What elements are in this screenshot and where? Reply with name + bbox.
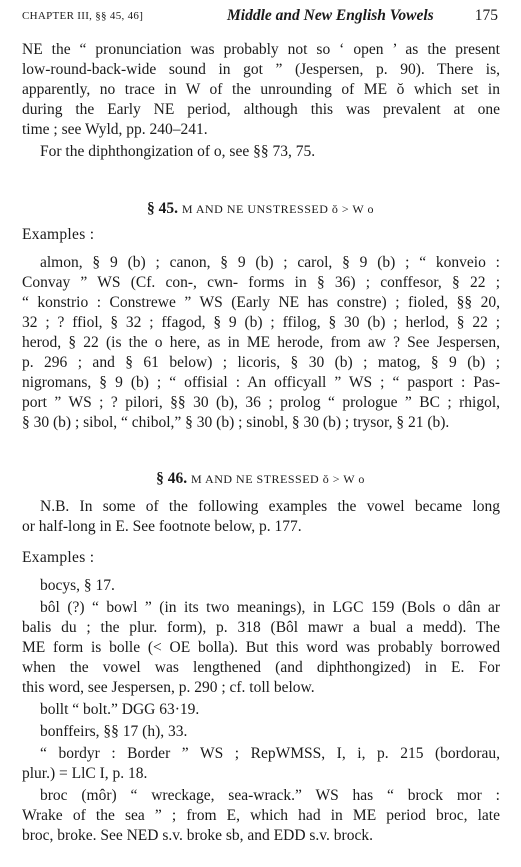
examples-label: Examples : xyxy=(22,226,95,243)
chapter-reference: CHAPTER III, §§ 45, 46] xyxy=(22,10,144,22)
nb-line: or half-long in E. See footnote below, p. 177. xyxy=(22,518,302,535)
intro-line: NE the “ pronunciation was probably not so ‘ open ’ as the present xyxy=(22,41,500,58)
example-line: when the vowel was lengthened (and diphthongized) in E. For xyxy=(22,659,500,676)
example-line: ME form is bolle (< OE bolla). But this word was probably borrowed xyxy=(22,639,500,656)
example-line: 32 ; ? ffiol, § 32 ; ffagod, § 9 (b) ; ffilog, § 30 (b) ; herlod, § 22 ; xyxy=(22,314,500,331)
running-title: Middle and New English Vowels xyxy=(227,7,434,24)
example-line: plur.) = LlC I, p. 18. xyxy=(22,765,148,782)
example-line: herod, § 22 (is the o here, as in ME herode, from aw ? See Jespersen, xyxy=(22,334,500,351)
examples-label: Examples : xyxy=(22,549,95,566)
section-number: § 45. xyxy=(146,200,178,217)
example-line: “ konstrio : Constrewe ” WS (Early NE has constre) ; fioled, §§ 20, xyxy=(22,294,500,311)
intro-line: time ; see Wyld, pp. 240–241. xyxy=(22,121,208,138)
nb-line: N.B. In some of the following examples the vowel became long xyxy=(40,498,500,515)
example-line: “ bordyr : Border ” WS ; RepWMSS, I, i, p. 215 (bordorau, xyxy=(40,745,500,762)
page-number: 175 xyxy=(474,7,498,24)
section-46-heading xyxy=(0,470,521,488)
example-line: Wrake of the sea ” ; from E, which had in ME period broc, late xyxy=(22,807,500,824)
section-title: M AND NE UNSTRESSED ŏ > W o xyxy=(181,202,375,216)
example-line: broc, broke. See NED s.v. broke sb, and EDD s.v. brock. xyxy=(22,827,373,844)
section-45-heading xyxy=(0,200,521,218)
example-line: Convay ” WS (Cf. con-, cwn- forms in § 36) ; conffesor, § 22 ; xyxy=(22,274,500,291)
example-line: balis du ; the plur. form), p. 318 (Bôl mawr a bual a medd). The xyxy=(22,619,500,636)
example-line: this word, see Jespersen, p. 290 ; cf. toll below. xyxy=(22,679,315,696)
example-line: § 30 (b) ; sibol, “ chibol,” § 30 (b) ; sinobl, § 30 (b) ; trysor, § 21 (b). xyxy=(22,414,450,431)
example-line: port ” WS ; ? pilori, §§ 30 (b), 36 ; prolog “ prologue ” BC ; rhigol, xyxy=(22,394,500,411)
example-line: bollt “ bolt.” DGG 63·19. xyxy=(40,701,200,718)
section-number: § 46. xyxy=(156,470,188,487)
example-line: bocys, § 17. xyxy=(40,577,115,594)
example-line: bonffeirs, §§ 17 (h), 33. xyxy=(40,723,188,740)
intro-line: apparently, no trace in W of the unrounding of ME ŏ which set in xyxy=(22,81,500,98)
example-line: almon, § 9 (b) ; canon, § 9 (b) ; carol, § 9 (b) ; “ konveio : xyxy=(40,254,500,271)
example-line: bôl (?) “ bowl ” (in its two meanings), in LGC 159 (Bols o dân ar xyxy=(40,599,500,616)
intro-line: For the diphthongization of o, see §§ 73, 75. xyxy=(40,143,316,160)
example-line: p. 296 ; and § 61 below) ; licoris, § 30 (b) ; matog, § 9 (b) ; xyxy=(22,354,500,371)
example-line: broc (môr) “ wreckage, sea-wrack.” WS has “ brock mor : xyxy=(40,787,500,804)
example-line: nigromans, § 9 (b) ; “ offisial : An officyall ” WS ; “ pasport : Pas- xyxy=(22,374,500,391)
intro-line: low-round-back-wide sound in got ” (Jespersen, p. 90). There is, xyxy=(22,61,500,78)
section-title: M AND NE STRESSED ŏ > W o xyxy=(191,472,365,486)
intro-line: during the Early NE period, although this was prevalent at one xyxy=(22,101,500,118)
